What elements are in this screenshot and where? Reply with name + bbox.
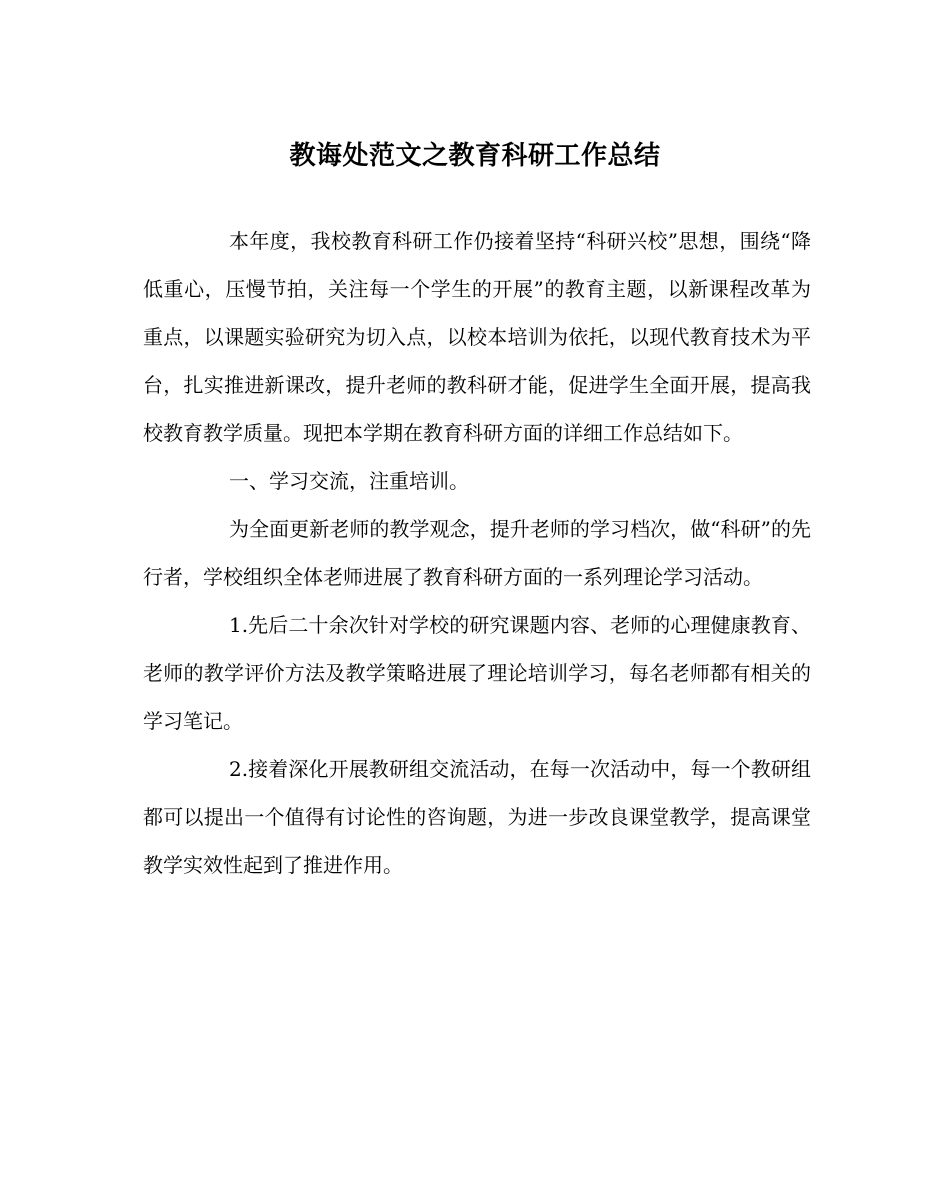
paragraph-item-2: 2.接着深化开展教研组交流活动，在每一次活动中，每一个教研组都可以提出一个值得有讨论性的咨询题，为进一步改良课堂教学，提高课堂教学实效性起到了推进作用。 (143, 757, 811, 877)
paragraph-section-1: 为全面更新老师的教学观念，提升老师的学习档次，做“科研”的先行者，学校组织全体老师进展了教育科研方面的一系列理论学习活动。 (143, 517, 811, 589)
document-title: 教诲处范文之教育科研工作总结 (289, 141, 661, 171)
section-heading-1: 一、学习交流，注重培训。 (229, 469, 469, 493)
document-body (143, 217, 811, 889)
paragraph-intro: 本年度，我校教育科研工作仍接着坚持“科研兴校”思想，围绕“降低重心，压慢节拍，关注每一个学生的开展”的教育主题，以新课程改革为重点，以课题实验研究为切入点，以校本培训为依托，以现代教育技术为平台，扎实推进新课改，提升老师的教科研才能，促进学生全面开展，提高我校教育教学质量。现把本学期在教育科研方面的详细工作总结如下。 (143, 229, 811, 445)
paragraph-item-1: 1.先后二十余次针对学校的研究课题内容、老师的心理健康教育、老师的教学评价方法及教学策略进展了理论培训学习，每名老师都有相关的学习笔记。 (143, 613, 811, 733)
